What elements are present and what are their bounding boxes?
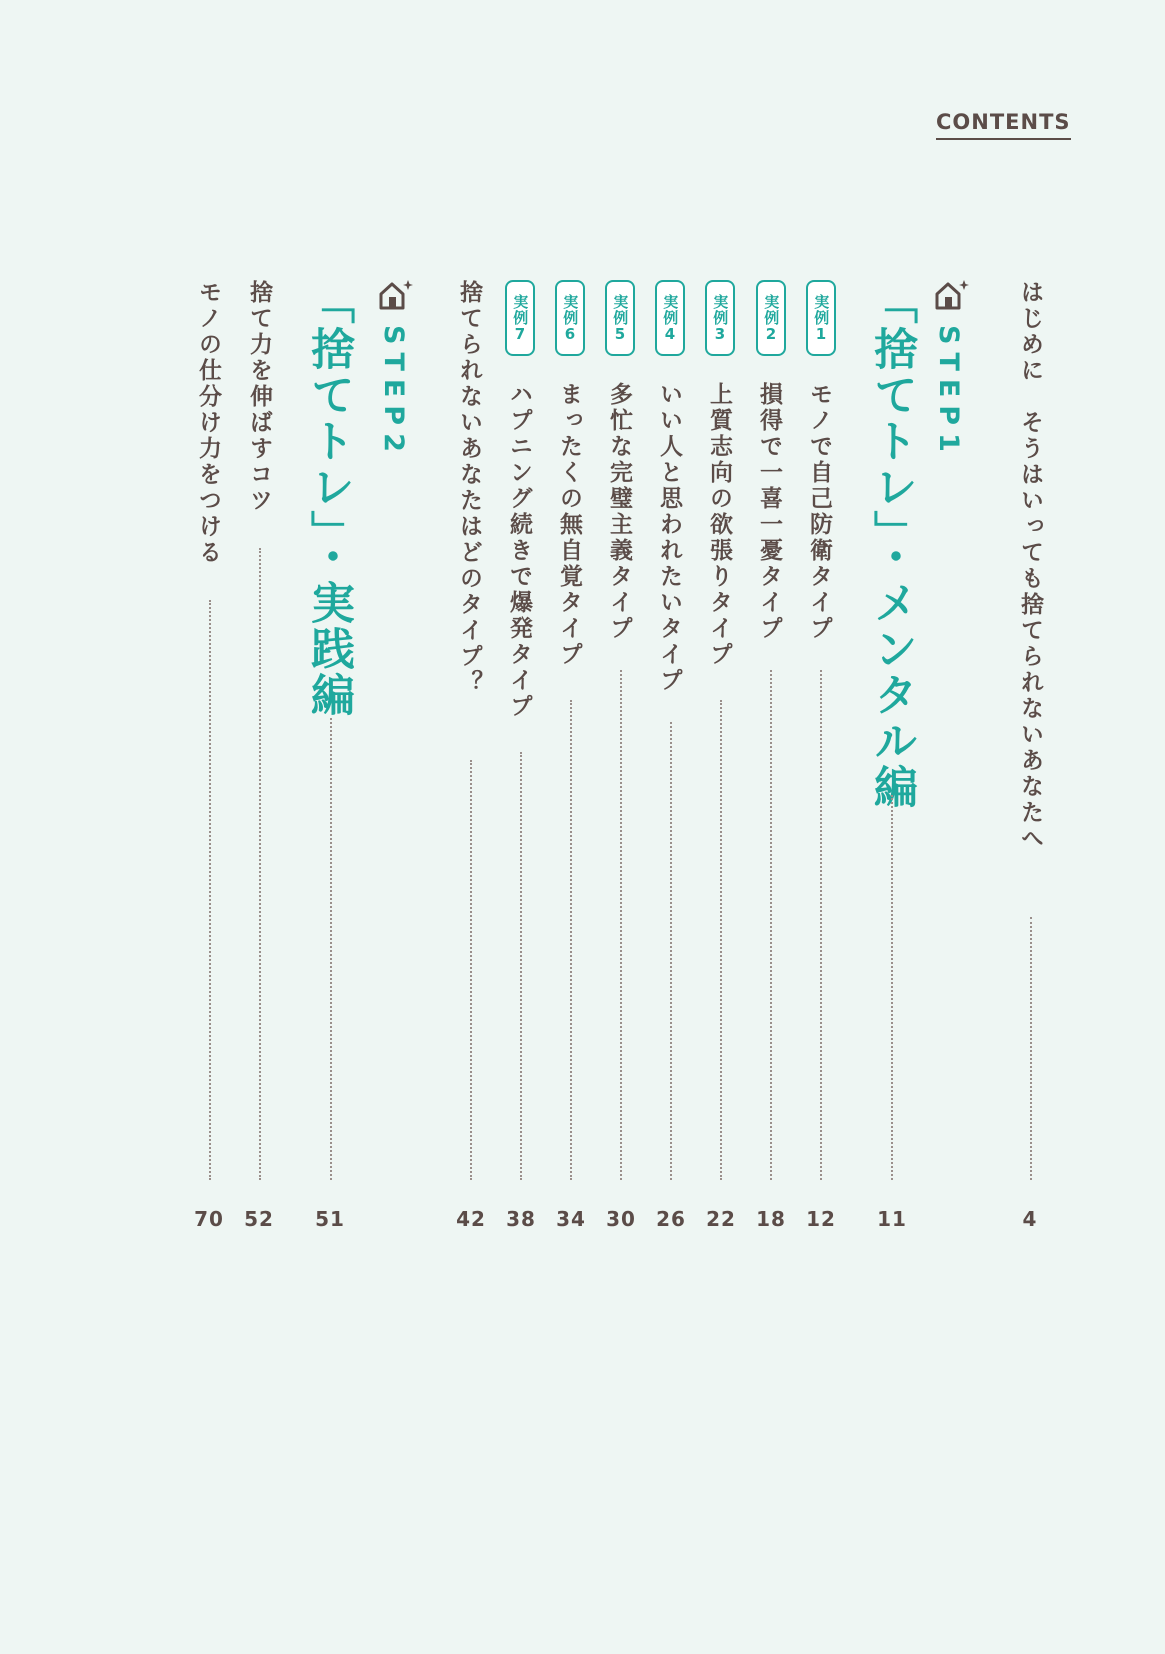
page-number: 34 xyxy=(556,1207,586,1231)
page-number: 70 xyxy=(194,1207,224,1231)
page-number: 38 xyxy=(506,1207,536,1231)
example-badge: 実例 3 xyxy=(705,280,735,356)
example-badge: 実例 6 xyxy=(555,280,585,356)
toc-entry-summary[interactable]: 捨てられないあなたはどのタイプ？ xyxy=(456,280,482,696)
dot-leader xyxy=(620,670,622,1180)
dot-leader xyxy=(1030,917,1032,1180)
dot-leader xyxy=(720,700,722,1180)
dot-leader xyxy=(259,548,261,1180)
toc-entry[interactable]: いい人と思われたいタイプ xyxy=(656,382,682,694)
step-label: STEP1 xyxy=(933,325,964,460)
dot-leader xyxy=(770,670,772,1180)
dot-leader xyxy=(670,722,672,1180)
dot-leader xyxy=(570,700,572,1180)
example-badge: 実例 1 xyxy=(806,280,836,356)
example-badge: 実例 4 xyxy=(655,280,685,356)
toc-entry[interactable]: ハプニング続きで爆発タイプ xyxy=(506,382,532,720)
toc-entry[interactable]: 捨て力を伸ばすコツ xyxy=(246,280,272,514)
contents-heading: CONTENTS xyxy=(936,110,1071,140)
page-number: 22 xyxy=(706,1207,736,1231)
toc-entry[interactable]: 上質志向の欲張りタイプ xyxy=(706,382,732,668)
dot-leader xyxy=(330,718,332,1180)
example-badge: 実例 2 xyxy=(756,280,786,356)
page-number: 18 xyxy=(756,1207,786,1231)
page-number: 11 xyxy=(877,1207,907,1231)
toc-entry[interactable]: 損得で一喜一憂タイプ xyxy=(756,382,782,642)
dot-leader xyxy=(891,795,893,1180)
house-sparkle-icon xyxy=(378,278,414,314)
page-number: 42 xyxy=(456,1207,486,1231)
dot-leader xyxy=(820,670,822,1180)
toc-section-title[interactable]: 「捨てトレ」・メンタル編 xyxy=(866,280,917,810)
example-badge: 実例 7 xyxy=(505,280,535,356)
page-number: 26 xyxy=(656,1207,686,1231)
dot-leader xyxy=(470,760,472,1180)
page-number: 12 xyxy=(806,1207,836,1231)
page-number: 52 xyxy=(244,1207,274,1231)
page-number: 30 xyxy=(606,1207,636,1231)
toc-section-title[interactable]: 「捨てトレ」・実践編 xyxy=(303,280,354,718)
toc-entry[interactable]: 多忙な完璧主義タイプ xyxy=(606,382,632,642)
house-sparkle-icon xyxy=(934,278,970,314)
toc-entry[interactable]: モノで自己防衛タイプ xyxy=(806,382,832,642)
dot-leader xyxy=(520,752,522,1180)
toc-entry[interactable]: モノの仕分け力をつける xyxy=(195,280,221,566)
dot-leader xyxy=(209,600,211,1180)
toc-entry-intro[interactable]: はじめに そうはいっても捨てられないあなたへ xyxy=(1017,280,1043,852)
example-badge: 実例 5 xyxy=(605,280,635,356)
page-number: 51 xyxy=(315,1207,345,1231)
step-label: STEP2 xyxy=(378,325,409,460)
toc-entry[interactable]: まったくの無自覚タイプ xyxy=(556,382,582,668)
page-number: 4 xyxy=(1022,1207,1038,1231)
